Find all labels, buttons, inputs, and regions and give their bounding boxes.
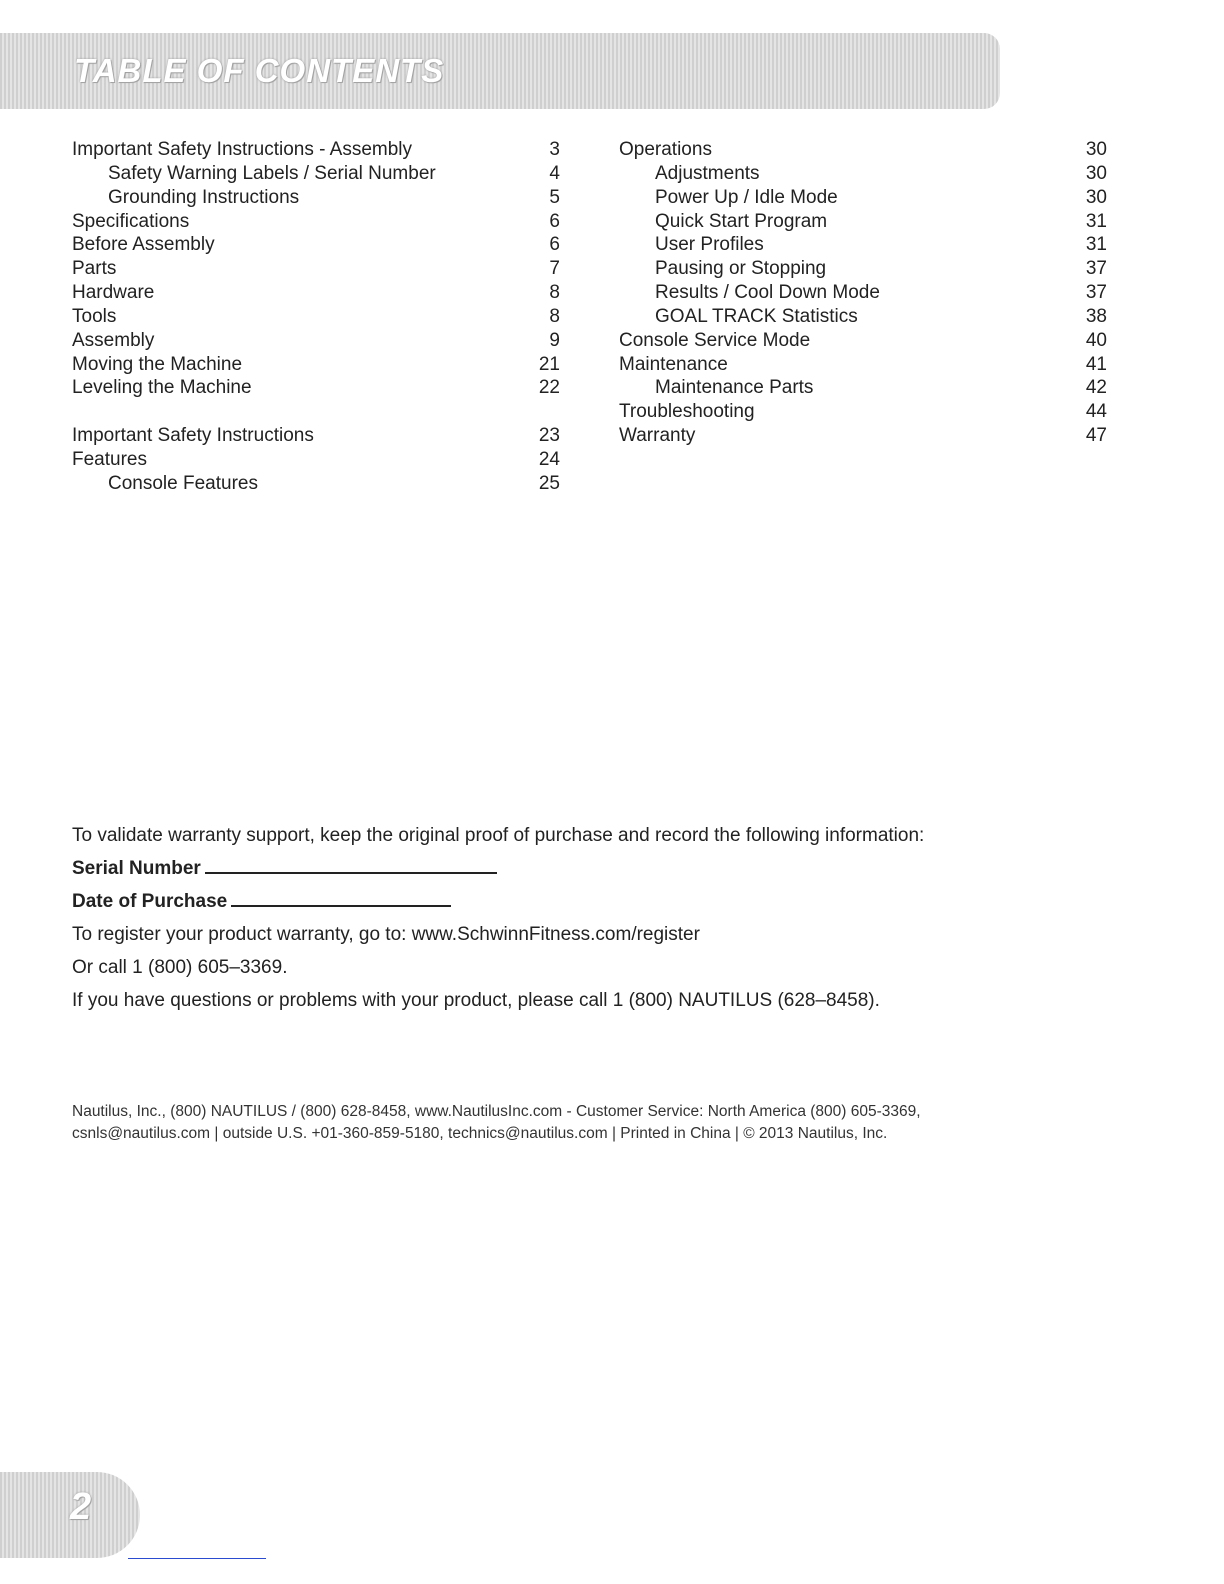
footer [72, 1101, 1172, 1145]
toc-entry [72, 281, 560, 305]
toc-entry-label: Console Service Mode [619, 329, 811, 351]
toc-entry-page: 8 [549, 305, 560, 327]
serial-number-field [72, 857, 1152, 890]
toc-entry-page: 25 [538, 472, 560, 494]
call-text: Or call 1 (800) 605–3369. [72, 957, 288, 978]
toc-entry [72, 376, 560, 400]
toc-entry-label: Safety Warning Labels / Serial Number [108, 162, 436, 184]
toc-entry [72, 329, 560, 353]
toc-entry-page: 30 [1085, 139, 1107, 160]
toc-entry [619, 162, 1107, 186]
toc-entry [619, 210, 1107, 234]
toc-entry-label: Important Safety Instructions [72, 425, 314, 447]
toc-entry [619, 376, 1107, 400]
toc-entry [72, 186, 560, 210]
toc-entry-page: 5 [549, 186, 560, 208]
toc-entry-label: Console Features [108, 472, 258, 494]
page-number: 2 [70, 1486, 92, 1528]
toc-entry-page: 44 [1085, 401, 1107, 423]
toc-entry-label: Hardware [72, 282, 155, 304]
toc-entry [619, 353, 1107, 377]
toc-entry-page: 24 [538, 448, 560, 470]
toc-entry-label: Tools [72, 305, 117, 327]
date-of-purchase-line [231, 891, 451, 907]
toc-entry-label: Results / Cool Down Mode [655, 282, 880, 304]
toc-entry [619, 257, 1107, 281]
toc-entry [72, 472, 560, 496]
toc-entry-page: 8 [549, 282, 560, 304]
bottom-rule [128, 1558, 266, 1559]
footer-line-2: csnls@nautilus.com | outside U.S. +01-360-859-5180, technics@nautilus.com | Printed in China | © 2013 Nautilus, Inc. [72, 1125, 888, 1142]
toc-entry-label: Maintenance Parts [655, 377, 814, 399]
toc-entry-label: Parts [72, 258, 117, 280]
questions-text: If you have questions or problems with your product, please call 1 (800) NAUTILUS (628–8458). [72, 990, 880, 1011]
toc-entry-label: Troubleshooting [619, 401, 755, 423]
toc-entry [72, 233, 560, 257]
toc-entry-label: Adjustments [655, 162, 760, 184]
toc-entry-page: 38 [1085, 305, 1107, 327]
footer-line-1: Nautilus, Inc., (800) NAUTILUS / (800) 628-8458, www.NautilusInc.com - Customer Service: North America (800) 605-3369, [72, 1103, 921, 1120]
toc-entry-label: Grounding Instructions [108, 186, 300, 208]
serial-number-line [205, 858, 497, 874]
toc-entry [619, 233, 1107, 257]
toc-entry-label: Features [72, 448, 147, 470]
toc-entry-label: Pausing or Stopping [655, 258, 827, 280]
toc-entry [72, 138, 560, 162]
toc-entry-page: 6 [549, 234, 560, 256]
toc-entry-page: 7 [549, 258, 560, 280]
toc-entry-label: Maintenance [619, 353, 728, 375]
toc-entry-label: User Profiles [655, 234, 764, 256]
toc-entry-page: 4 [549, 162, 560, 184]
toc-entry [72, 162, 560, 186]
toc-entry [72, 353, 560, 377]
page-title: TABLE OF CONTENTS [74, 52, 445, 89]
toc-entry [72, 257, 560, 281]
toc-entry-label: Specifications [72, 210, 190, 232]
toc-right-column [619, 138, 1107, 448]
toc-entry-label: Assembly [72, 329, 155, 351]
toc-entry-label: Quick Start Program [655, 210, 828, 232]
toc-entry-label: Before Assembly [72, 234, 215, 256]
toc-entry [619, 281, 1107, 305]
toc-entry [619, 138, 1107, 162]
date-of-purchase-field [72, 890, 1152, 923]
warranty-info [72, 824, 1152, 1022]
toc-entry-page: 31 [1085, 210, 1107, 232]
toc-entry-page: 9 [549, 329, 560, 351]
toc-entry-page: 22 [538, 377, 560, 399]
toc-entry-label: Important Safety Instructions - Assembly [72, 139, 413, 160]
toc-entry [72, 305, 560, 329]
toc-entry [619, 400, 1107, 424]
toc-entry-page: 3 [549, 139, 560, 160]
toc-entry-label: Leveling the Machine [72, 377, 252, 399]
toc-entry [72, 424, 560, 448]
toc-entry [619, 186, 1107, 210]
toc-entry-page: 42 [1085, 377, 1107, 399]
toc-left-column [72, 138, 560, 496]
toc-entry-label: Power Up / Idle Mode [655, 186, 838, 208]
toc-entry-page: 40 [1085, 329, 1107, 351]
toc-spacer [72, 400, 560, 424]
toc-entry-label: Operations [619, 139, 712, 160]
toc-entry [619, 329, 1107, 353]
toc-entry-label: Moving the Machine [72, 353, 243, 375]
toc-entry-label: GOAL TRACK Statistics [655, 305, 858, 327]
toc-entry-page: 41 [1085, 353, 1107, 375]
toc-entry-page: 47 [1085, 425, 1107, 447]
toc-entry-label: Warranty [619, 425, 696, 447]
toc-entry-page: 30 [1085, 186, 1107, 208]
serial-number-label: Serial Number [72, 858, 201, 879]
warranty-intro: To validate warranty support, keep the original proof of purchase and record the following information: [72, 825, 925, 846]
register-text: To register your product warranty, go to: www.SchwinnFitness.com/register [72, 924, 700, 945]
date-of-purchase-label: Date of Purchase [72, 891, 228, 912]
toc-entry [619, 424, 1107, 448]
toc-entry [72, 448, 560, 472]
toc-entry-page: 23 [538, 425, 560, 447]
toc-entry-page: 37 [1085, 282, 1107, 304]
toc-entry [619, 305, 1107, 329]
toc-entry-page: 21 [538, 353, 560, 375]
toc-entry-page: 31 [1085, 234, 1107, 256]
toc-entry-page: 30 [1085, 162, 1107, 184]
toc-entry-page: 6 [549, 210, 560, 232]
toc-entry [72, 210, 560, 234]
toc-entry-page: 37 [1085, 258, 1107, 280]
